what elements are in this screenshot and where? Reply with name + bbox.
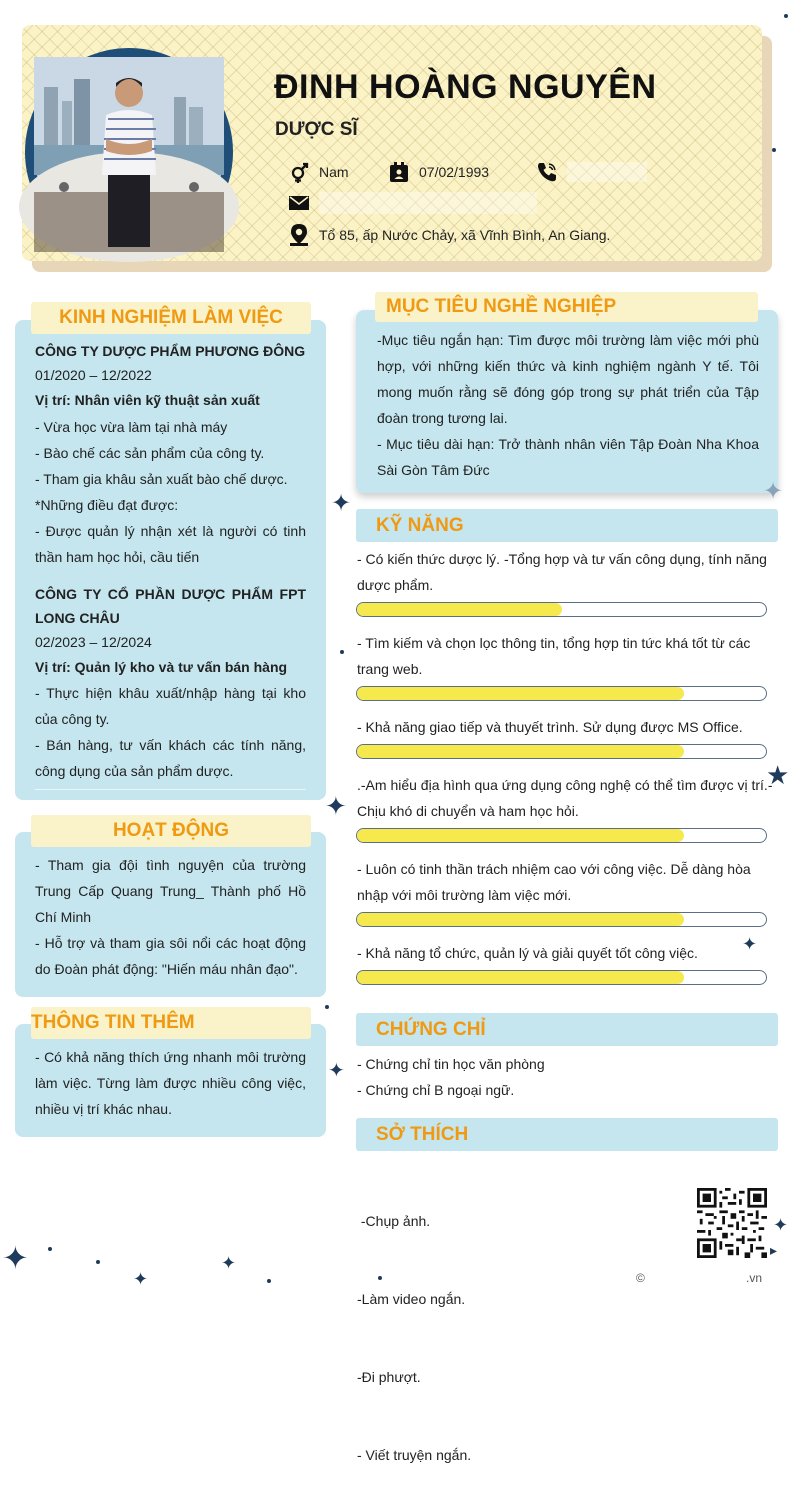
- skill-bar-fill: [357, 829, 684, 842]
- decor-dot: [267, 1279, 271, 1283]
- email-icon: [288, 192, 310, 214]
- star-icon: ✦: [773, 1215, 789, 1235]
- star-icon: ▸: [770, 1242, 778, 1258]
- hobby-line: -Đi phượt.: [357, 1369, 421, 1385]
- birthday-row: [388, 161, 489, 183]
- address-row: [288, 224, 610, 246]
- skill-bar-fill: [357, 971, 684, 984]
- hobby-line: -Chụp ảnh.: [357, 1213, 431, 1229]
- skill-bar-fill: [357, 687, 684, 700]
- objective-content: [377, 327, 759, 483]
- phone-value: [567, 162, 647, 182]
- activity-line: - Tham gia đội tình nguyện của trường Trung Cấp Quang Trung_ Thành phố Hồ Chí Minh: [35, 857, 306, 925]
- star-icon: ✦: [328, 1060, 345, 1082]
- job-position: Vị trí: Quản lý kho và tư vấn bán hàng: [35, 659, 288, 675]
- skill-text: - Tìm kiếm và chọn lọc thông tin, tổng hợp tin tức khá tốt từ các trang web.: [357, 635, 751, 677]
- skill-bar: [356, 744, 767, 759]
- star-icon: ✦: [133, 1269, 149, 1289]
- job-line: - Bào chế các sản phẩm của công ty.: [35, 445, 265, 461]
- star-icon: ✦: [325, 791, 347, 821]
- job-period: 01/2020 – 12/2022: [35, 367, 152, 383]
- certificate-line: - Chứng chỉ tin học văn phòng: [357, 1056, 545, 1072]
- star-icon: ✦: [742, 934, 758, 954]
- skill-text: - Khả năng tổ chức, quản lý và giải quyết tốt công việc.: [357, 945, 698, 961]
- experience-heading: KINH NGHIỆM LÀM VIỆC: [31, 302, 311, 334]
- avatar: [25, 48, 233, 256]
- skill-bar-fill: [357, 603, 562, 616]
- company-name: CÔNG TY DƯỢC PHẨM PHƯƠNG ĐÔNG: [35, 343, 306, 359]
- objective-line: -Mục tiêu ngắn hạn: Tìm được môi trường làm việc mới phù hợp, với những kiến thức và kinh nghiệm ngành Y tế. Tôi mong muốn rằng sẽ đóng góp trong sự phát triển của Tập đoàn trong tương lai.: [377, 332, 759, 426]
- job-period: 02/2023 – 12/2024: [35, 634, 152, 650]
- hobbies-heading: SỞ THÍCH: [356, 1118, 778, 1151]
- extra-heading: THÔNG TIN THÊM: [31, 1007, 311, 1039]
- job-line: *Những điều đạt được:: [35, 497, 179, 513]
- email-row: [288, 192, 537, 214]
- decor-dot: [772, 148, 776, 152]
- skill-text: - Luôn có tinh thần trách nhiệm cao với công việc. Dễ dàng hòa nhập với môi trường làm việc mới.: [357, 861, 751, 903]
- decor-dot: [48, 1247, 52, 1251]
- job-line: - Bán hàng, tư vấn khách các tính năng, công dụng của sản phẩm dược.: [35, 737, 306, 779]
- job-line: - Tham gia khâu sản xuất bào chế dược.: [35, 471, 288, 487]
- address-text: Tổ 85, ấp Nước Chảy, xã Vĩnh Bình, An Giang.: [319, 227, 611, 243]
- decor-dot: [340, 650, 344, 654]
- footer-domain: .vn: [746, 1271, 763, 1285]
- job-position: Vị trí: Nhân viên kỹ thuật sản xuất: [35, 392, 260, 408]
- job-line: - Được quản lý nhận xét là người có tinh thần ham học hỏi, cầu tiến: [35, 523, 306, 565]
- job-title: DƯỢC SĨ: [275, 119, 358, 140]
- skill-bar: [356, 602, 767, 617]
- star-icon: ✦: [221, 1253, 237, 1273]
- decor-dot: [96, 1260, 100, 1264]
- hobbies-content: [357, 1156, 657, 1494]
- star-icon: ★: [766, 760, 790, 790]
- birthday-text: 07/02/1993: [419, 164, 490, 180]
- objective-heading: MỤC TIÊU NGHỀ NGHIỆP: [375, 292, 758, 322]
- decor-dot: [378, 1276, 382, 1280]
- activities-content: [35, 852, 306, 982]
- skill-bar: [356, 828, 767, 843]
- objective-line: - Mục tiêu dài hạn: Trở thành nhân viên Tập Đoàn Nha Khoa Sài Gòn Tâm Đức: [377, 436, 759, 478]
- phone-row: [536, 161, 647, 183]
- divider: [35, 789, 306, 790]
- certificates-heading: CHỨNG CHỈ: [356, 1013, 778, 1046]
- experience-content: [35, 338, 306, 784]
- full-name: ĐINH HOÀNG NGUYÊN: [274, 68, 657, 106]
- qr-code-icon: [697, 1188, 767, 1258]
- phone-icon: [536, 161, 558, 183]
- skills-heading: KỸ NĂNG: [356, 509, 778, 542]
- calendar-icon: [388, 161, 410, 183]
- email-value: [319, 192, 537, 214]
- skill-text: - Khả năng giao tiếp và thuyết trình. Sử dụng được MS Office.: [357, 719, 743, 735]
- skill-text: - Có kiến thức dược lý. -Tổng hợp và tư vấn công dụng, tính năng dược phẩm.: [357, 551, 767, 593]
- company-name: CÔNG TY CỔ PHẦN DƯỢC PHẨM FPT LONG CHÂU: [35, 586, 306, 626]
- extra-content: [35, 1044, 306, 1122]
- certificate-line: - Chứng chỉ B ngoại ngữ.: [357, 1082, 515, 1098]
- hobby-line: - Viết truyện ngắn.: [357, 1447, 472, 1463]
- skill-bar-fill: [357, 745, 684, 758]
- skill-bar: [356, 912, 767, 927]
- skill-bar: [356, 970, 767, 985]
- skill-bar: [356, 686, 767, 701]
- gender-row: [288, 161, 349, 183]
- star-icon: ✦: [763, 478, 784, 505]
- skill-bar-fill: [357, 913, 684, 926]
- star-icon: ✦: [331, 490, 352, 517]
- extra-line: - Có khả năng thích ứng nhanh môi trường làm việc. Từng làm được nhiều công việc, nhiều vị trí khác nhau.: [35, 1049, 306, 1117]
- star-icon: ✦: [2, 1240, 29, 1276]
- gender-icon: [288, 161, 310, 183]
- job-line: - Vừa học vừa làm tại nhà máy: [35, 419, 228, 435]
- decor-dot: [325, 1005, 329, 1009]
- decor-dot: [784, 14, 788, 18]
- skill-text: .-Am hiểu địa hình qua ứng dụng công nghệ có thể tìm được vị trí.- Chịu khó di chuyển và ham học hỏi.: [357, 777, 773, 819]
- gender-text: Nam: [319, 164, 349, 180]
- footer-copyright: ©: [636, 1271, 645, 1285]
- location-icon: [288, 224, 310, 246]
- activity-line: - Hỗ trợ và tham gia sôi nổi các hoạt động do Đoàn phát động: "Hiến máu nhân đạo".: [35, 935, 306, 977]
- hobby-line: -Làm video ngắn.: [357, 1291, 466, 1307]
- job-line: - Thực hiện khâu xuất/nhập hàng tại kho của công ty.: [35, 685, 306, 727]
- activities-heading: HOẠT ĐỘNG: [31, 815, 311, 847]
- certificates-content: [357, 1051, 757, 1103]
